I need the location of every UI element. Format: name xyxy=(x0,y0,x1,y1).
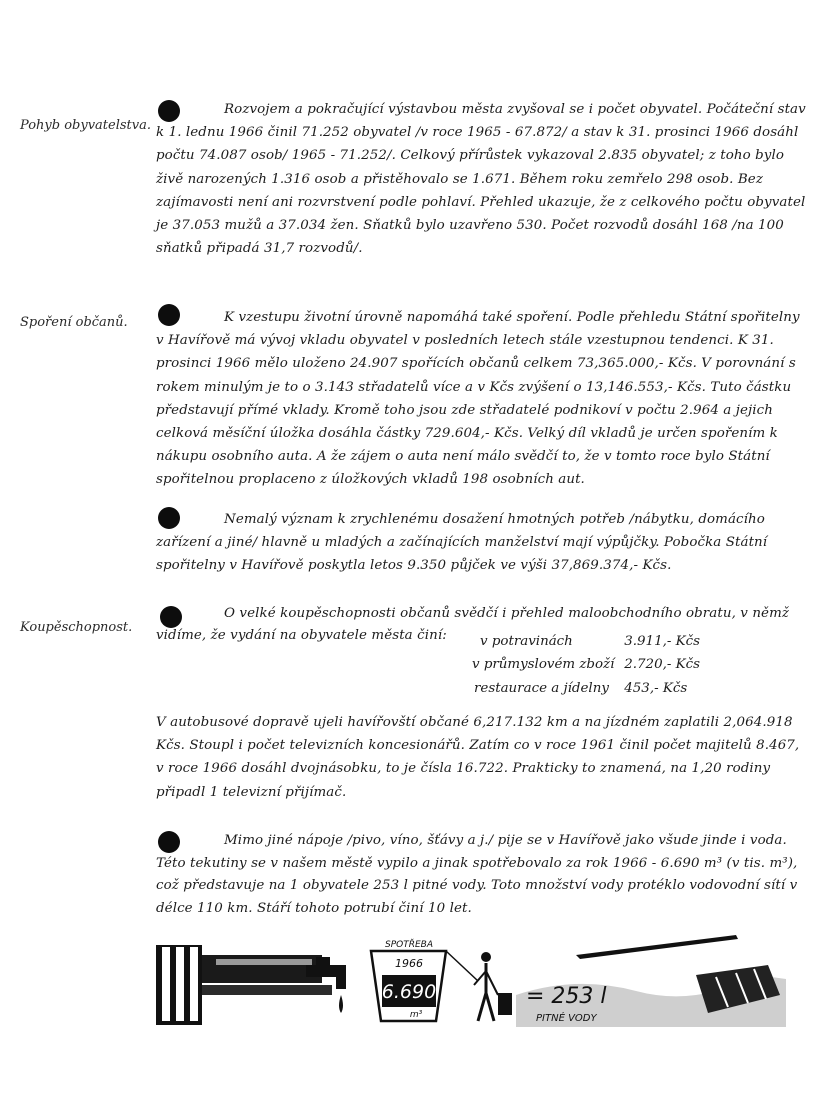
spending-label: restaurace a jídelny xyxy=(474,681,609,696)
spending-row xyxy=(472,657,700,672)
paragraph-savings-1: K vzestupu životní úrovně napomáhá také spoření. Podle přehledu Státní spořitelny v Havířově má vývoj vkladu obyvatel v posledních letech stále vzestupnou tendenci. K 31. prosinci 1966 mělo uloženo 24.907 spořících občanů celkem 73,365.000,- Kčs. V porovnání s rokem minulým je to o 3.143 střadatelů více a v Kčs zvýšení o 13,146.553,- Kčs. Tuto částku představují přímé vklady. Kromě toho jsou zde střadatelé podnikoví v počtu 2.964 a jejich celková měsíční úložka dosáhla částky 729.604,- Kčs. Velký díl vkladů je určen spořením k nákupu osobního auta. A že zájem o auta není málo svědčí to, že v tomto roce bylo Státní spořitelnou proplaceno z úložkových vkladů 198 osobních aut. xyxy=(156,310,800,488)
margin-label-purchasing: Koupěschopnost. xyxy=(20,620,133,635)
bucket-top-label: SPOTŘEBA xyxy=(385,940,433,950)
paragraph-population: Rozvojem a pokračující výstavbou města zvyšoval se i počet obyvatel. Počáteční stav k 1. lednu 1966 činil 71.252 obyvatel /v roce 1965 - 67.872/ a stav k 31. prosinci 1966 dosáhl počtu 74.087 osob/ 1965 - 71.252/. Celkový přírůstek vykazoval 2.835 obyvatel; z toho bylo živě narozených 1.316 osob a přistěhovalo se 1.671. Během roku zemřelo 298 osob. Bez zajímavosti není ani rozvrstvení podle pohlaví. Přehled ukazuje, že z celkového počtu obyvatel je 37.053 mužů a 37.034 žen. Sňatků bylo uzavřeno 530. Počet rozvodů dosáhl 168 /na 100 sňatků připadá 31,7 rozvodů/. xyxy=(156,102,806,257)
small-bucket-icon xyxy=(498,993,512,1015)
margin-label-population: Pohyb obyvatelstva. xyxy=(20,118,152,133)
paragraph-savings-2: Nemalý význam k zrychlenému dosažení hmotných potřeb /nábytku, domácího zařízení a jiné/ hlavně u mladých a začínajících manželství mají výpůjčky. Pobočka Státní spořitelny v Havířově poskytla letos 9.350 půjček ve výši 37,869.374,- Kčs. xyxy=(156,512,768,574)
bucket-unit-label: m³ xyxy=(409,1010,423,1020)
spending-label: v potravinách xyxy=(480,634,573,649)
spending-value: 3.911,- Kčs xyxy=(624,634,701,649)
spending-value: 2.720,- Kčs xyxy=(624,657,701,672)
spending-value: 453,- Kčs xyxy=(624,681,688,696)
pipeline-line xyxy=(576,935,738,959)
bucket-value-label: 6.690 xyxy=(381,981,437,1003)
paragraph-purchasing-intro: O velké koupěschopnosti občanů svědčí i přehled maloobchodního obratu, v němž vidíme, že vydání na obyvatele města činí: xyxy=(156,606,790,643)
water-illustration xyxy=(156,935,786,1027)
water-drop-icon xyxy=(339,995,343,1013)
person-icon xyxy=(481,952,491,962)
spending-label: v průmyslovém zboží xyxy=(472,657,615,672)
spending-row xyxy=(474,681,687,696)
spending-row xyxy=(480,634,700,649)
margin-label-savings: Spoření občanů. xyxy=(20,315,128,330)
bucket-year-label: 1966 xyxy=(395,957,423,970)
per-person-label: = 253 l xyxy=(526,984,607,1009)
paragraph-water: Mimo jiné nápoje /pivo, víno, šťávy a j./ pije se v Havířově jako všude jinde i voda. Této tekutiny se v našem městě vypilo a jinak spotřebovalo za rok 1966 - 6.690 m³ (v tis. m³), což představuje na 1 obyvatele 253 l pitné vody. Toto množství vody protéklo vodovodní sítí v délce 110 km. Stáří tohoto potrubí činí 10 let. xyxy=(156,833,798,916)
water-illustration-drawing xyxy=(156,935,786,1027)
per-person-caption: PITNÉ VODY xyxy=(536,1013,597,1024)
paragraph-purchasing-2: V autobusové dopravě ujeli havířovští občané 6,217.132 km a na jízdném zaplatili 2,064.918 Kčs. Stoupl i počet televizních koncesionářů. Zatím co v roce 1961 činil počet majitelů 8.467, v roce 1966 dosáhl dvojnásobku, to je čísla 16.722. Prakticky to znamená, na 1,20 rodiny připadl 1 televizní přijímač. xyxy=(156,715,800,800)
